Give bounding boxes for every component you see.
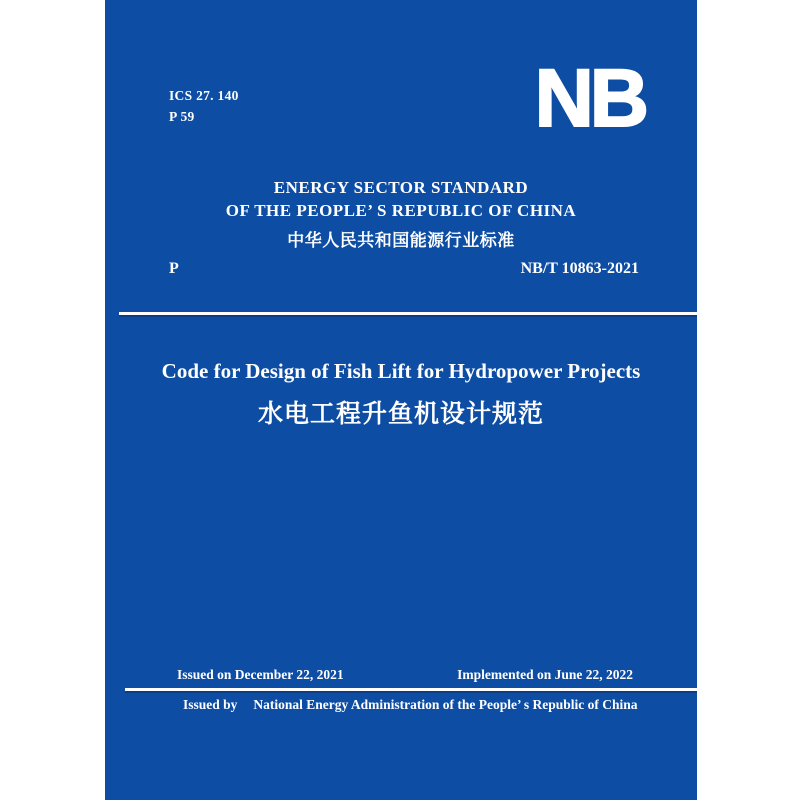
org-name-en-line2: OF THE PEOPLE’ S REPUBLIC OF CHINA bbox=[225, 201, 577, 220]
divider-bottom bbox=[125, 688, 697, 691]
doc-class-code: P 59 bbox=[169, 109, 195, 124]
org-name-cn: 中华人民共和国能源行业标准 bbox=[287, 231, 515, 250]
p-classification-label: P bbox=[169, 260, 179, 277]
classification-row bbox=[169, 260, 639, 278]
standard-number: NB/T 10863-2021 bbox=[520, 260, 639, 277]
dates-row bbox=[177, 667, 633, 683]
org-name-en-line1: ENERGY SECTOR STANDARD bbox=[273, 178, 529, 197]
issuer-row bbox=[183, 697, 697, 713]
ics-block bbox=[169, 85, 239, 127]
standard-title-en: Code for Design of Fish Lift for Hydropower Projects bbox=[161, 359, 641, 383]
implemented-date: Implemented on June 22, 2022 bbox=[457, 667, 633, 682]
ics-code: ICS 27. 140 bbox=[169, 88, 239, 103]
nb-logo: NB bbox=[534, 53, 645, 144]
standard-cover bbox=[105, 0, 697, 800]
issued-by-label: Issued by bbox=[183, 697, 238, 712]
divider-top bbox=[119, 312, 697, 315]
issued-date: Issued on December 22, 2021 bbox=[177, 667, 344, 682]
issued-by-value: National Energy Administration of the People’ s Republic of China bbox=[253, 697, 638, 712]
standard-title-cn: 水电工程升鱼机设计规范 bbox=[257, 400, 544, 428]
